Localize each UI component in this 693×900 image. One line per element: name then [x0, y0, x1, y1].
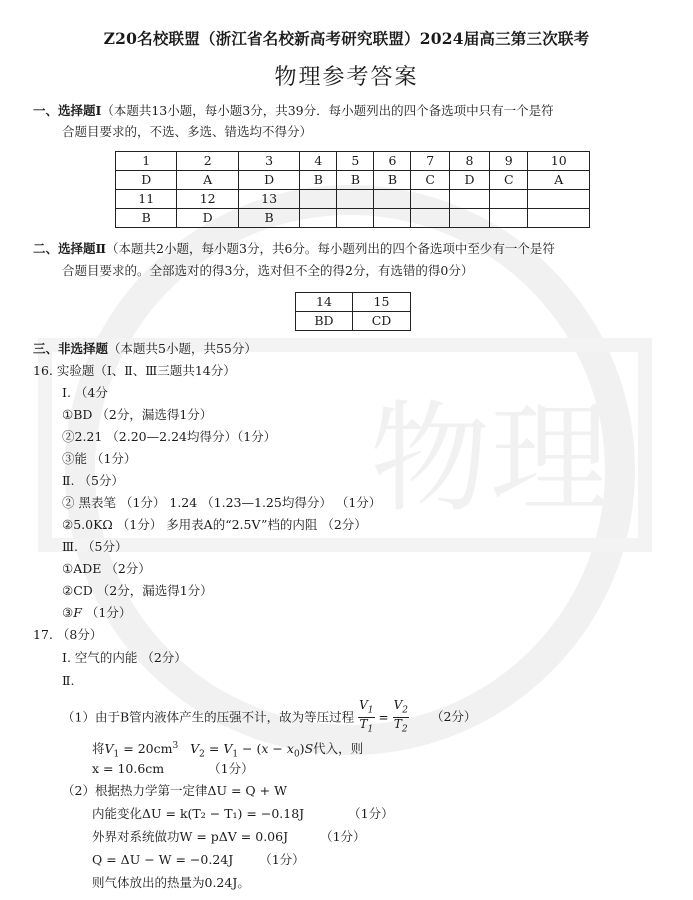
- table-cell: 9: [490, 152, 528, 171]
- table-cell: [374, 209, 411, 228]
- part1-answer-table: [115, 151, 590, 228]
- q17-sub-text: 代入，则: [313, 741, 364, 757]
- part2-answer-table: [295, 292, 411, 331]
- exam-title: Z20名校联盟（浙江省名校新高考研究联盟）2024届高三第三次联考: [103, 29, 590, 48]
- page-title: 物理参考答案: [274, 65, 419, 90]
- part1-desc: [33, 103, 554, 119]
- q17-q-line: [92, 852, 305, 868]
- q17-substitution: 将$V_1 = 20cm^3$ $V_2 = V_1 - (x - x_0)S$代入，则: [92, 741, 364, 760]
- table-row: [116, 190, 590, 209]
- table-cell: [528, 209, 590, 228]
- q16-line: ② 黑表笔 （1分） 1.24 （1.23—1.25均得分） （1分）: [62, 495, 382, 510]
- table-cell: 2: [177, 152, 238, 171]
- svg-text:物理: 物理: [370, 390, 610, 529]
- q16-line: Ⅲ. （5分）: [62, 539, 128, 554]
- q16-line: ②5.0KΩ （1分） 多用表A的“2.5V”档的内阻 （2分）: [62, 517, 367, 532]
- table-cell: [490, 209, 528, 228]
- q16-line: ①ADE （2分）: [62, 561, 151, 576]
- q17-line: Ⅱ.: [62, 673, 75, 688]
- part1-desc-line1: （本题共13小题，每小题3分，共39分．每小题列出的四个备选项中只有一个是符: [101, 103, 554, 118]
- table-cell: D: [116, 171, 177, 190]
- table-cell: 13: [238, 190, 299, 209]
- q17-part1: （1）由于B管内液体产生的压强不计，故为等压过程 $\frac{V_1}{T_1}$ = $\frac{V_2}{T_2}$ （2分）: [62, 698, 477, 735]
- table-cell: 4: [300, 152, 337, 171]
- table-cell: D: [238, 171, 299, 190]
- table-cell: [337, 209, 374, 228]
- q16-l11-a: ③: [62, 605, 74, 620]
- table-cell: C: [490, 171, 528, 190]
- formula-v1-t1: $\frac{V_1}{T_1}$: [359, 698, 374, 735]
- q16-line: ②CD （2分，漏选得1分）: [62, 583, 213, 598]
- table-cell: [490, 190, 528, 209]
- q17-du-score: （1分）: [348, 806, 394, 821]
- q16-line: ③能 （1分）: [62, 451, 137, 466]
- q17-w-text: 外界对系统做功W = pΔV = 0.06J: [92, 829, 289, 844]
- q17-du-text: 内能变化ΔU = k(T₂ − T₁) = −0.18J: [92, 806, 305, 821]
- q16-l11-b: F: [73, 605, 82, 620]
- table-row: [116, 171, 590, 190]
- table-cell: 11: [116, 190, 177, 209]
- table-cell: 10: [528, 152, 590, 171]
- formula-v2-t2: $\frac{V_2}{T_2}$: [393, 698, 408, 735]
- q17-title: 17. （8分）: [33, 627, 103, 642]
- q17-line: Ⅰ. 空气的内能 （2分）: [62, 650, 187, 665]
- part2-desc: [33, 241, 555, 257]
- part3-desc: [33, 341, 257, 357]
- part3-desc-text: （本题共5小题，共55分）: [108, 341, 257, 356]
- table-cell: [374, 190, 411, 209]
- table-row: [116, 209, 590, 228]
- table-cell: D: [449, 171, 489, 190]
- table-cell: [411, 209, 449, 228]
- part2-desc-line2: 合题目要求的。全部选对的得3分，选对但不全的得2分，有选错的得0分）: [62, 263, 474, 278]
- q17-part2: （2）根据热力学第一定律ΔU = Q + W: [62, 783, 287, 798]
- table-cell: [449, 209, 489, 228]
- table-cell: A: [528, 171, 590, 190]
- table-row: [116, 152, 590, 171]
- q17-du-line: [92, 806, 394, 822]
- table-cell: [528, 190, 590, 209]
- q16-line: Ⅱ. （5分）: [62, 473, 124, 488]
- table-cell: 7: [411, 152, 449, 171]
- q17-x-line: [92, 761, 254, 777]
- table-cell: 6: [374, 152, 411, 171]
- table-cell: [449, 190, 489, 209]
- q16-line: Ⅰ. （4分: [62, 385, 108, 400]
- q17-q-score: （1分）: [259, 852, 305, 867]
- table-row: [296, 293, 411, 312]
- table-cell: D: [177, 209, 238, 228]
- table-cell: [300, 209, 337, 228]
- q16-l11-c: （1分）: [81, 605, 132, 620]
- table-cell: B: [116, 209, 177, 228]
- part2-heading: 二、选择题Ⅱ: [33, 241, 107, 256]
- table-cell: [411, 190, 449, 209]
- table-cell: C: [411, 171, 449, 190]
- q17-part1-text: （1）由于B管内液体产生的压强不计，故为等压过程: [62, 709, 355, 725]
- part1-heading: 一、选择题Ⅰ: [33, 103, 102, 118]
- table-cell: 1: [116, 152, 177, 171]
- table-cell: 15: [352, 293, 410, 312]
- q17-q-text: Q = ΔU − W = −0.24J: [92, 852, 234, 867]
- table-cell: B: [300, 171, 337, 190]
- table-cell: B: [238, 209, 299, 228]
- table-cell: 12: [177, 190, 238, 209]
- q17-x-result: x = 10.6cm: [92, 761, 165, 776]
- table-cell: B: [337, 171, 374, 190]
- table-cell: 3: [238, 152, 299, 171]
- q17-final: 则气体放出的热量为0.24J。: [92, 875, 250, 890]
- q17-part1-score: （2分）: [430, 709, 477, 725]
- table-cell: BD: [296, 312, 353, 331]
- q16-line: ②2.21 （2.20—2.24均得分）（1分）: [62, 429, 277, 444]
- table-cell: 14: [296, 293, 353, 312]
- q17-w-score: （1分）: [320, 829, 366, 844]
- q16-line: ①BD （2分，漏选得1分）: [62, 407, 213, 422]
- table-cell: B: [374, 171, 411, 190]
- table-cell: 8: [449, 152, 489, 171]
- q16-title: 16. 实验题（Ⅰ、Ⅱ、Ⅲ三题共14分）: [33, 363, 236, 378]
- q17-w-line: [92, 829, 366, 845]
- q16-line: [62, 605, 131, 621]
- table-cell: A: [177, 171, 238, 190]
- part2-desc-line1: （本题共2小题，每小题3分，共6分。每小题列出的四个备选项中至少有一个是符: [106, 241, 555, 256]
- table-cell: [300, 190, 337, 209]
- q17-x-score: （1分）: [208, 761, 254, 776]
- table-cell: CD: [352, 312, 410, 331]
- part3-heading: 三、非选择题: [33, 341, 109, 356]
- table-cell: 5: [337, 152, 374, 171]
- part1-desc-line2: 合题目要求的，不选、多选、错选均不得分）: [62, 124, 313, 139]
- table-row: [296, 312, 411, 331]
- table-cell: [337, 190, 374, 209]
